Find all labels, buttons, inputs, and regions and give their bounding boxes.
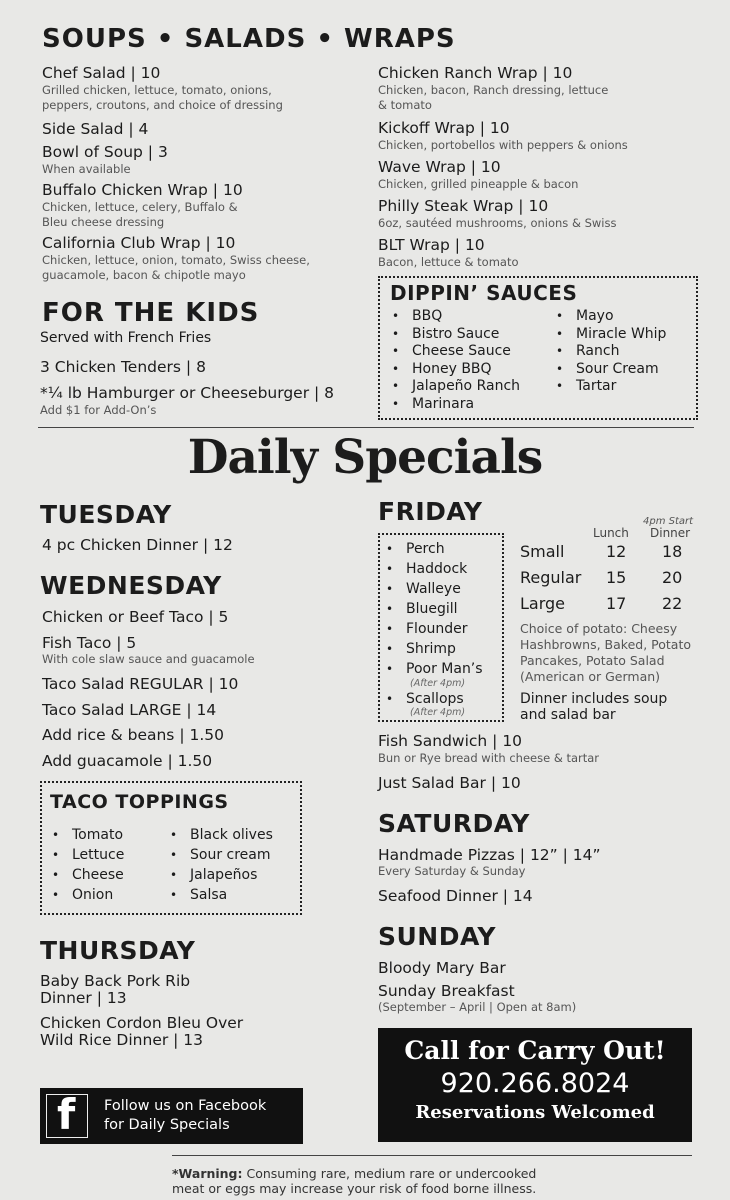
thursday-item [40, 973, 190, 1007]
menu-item-name: Chicken Ranch Wrap | 10 [378, 64, 573, 82]
daily-specials-title: Daily Specials [187, 430, 543, 485]
section-title-soups-salads-wraps: SOUPS • SALADS • WRAPS [42, 24, 456, 54]
saturday-item: Handmade Pizzas | 12” | 14” [378, 846, 601, 864]
dinner-start-note: 4pm Start [643, 516, 694, 527]
menu-item-desc: When available [42, 162, 131, 176]
menu-item-desc: & tomato [378, 98, 432, 112]
potato-line: Choice of potato: Cheesy [520, 621, 678, 636]
menu-item-desc: 6oz, sautéed mushrooms, onions & Swiss [378, 216, 617, 230]
sunday-item: Sunday Breakfast [378, 982, 515, 1000]
lunch-price: 12 [606, 542, 627, 561]
menu-item-desc: guacamole, bacon & chipotle mayo [42, 268, 246, 282]
menu-item [42, 120, 362, 139]
list-item: • Salsa [170, 885, 273, 905]
menu-item-desc: Chicken, lettuce, celery, Buffalo & [42, 200, 238, 214]
thursday-item-line: Chicken Cordon Bleu Over [40, 1014, 244, 1032]
kids-subtitle: Served with French Fries [40, 330, 212, 346]
left-menu-column [42, 64, 362, 283]
fish-item: • Poor Man’s [386, 659, 483, 679]
saturday-item: Seafood Dinner | 14 [378, 887, 533, 905]
menu-item-desc: peppers, croutons, and choice of dressing [42, 98, 283, 112]
menu-item [378, 197, 698, 231]
menu-item-name: Buffalo Chicken Wrap | 10 [42, 181, 243, 199]
fish-sandwich-desc: Bun or Rye bread with cheese & tartar [378, 751, 600, 765]
facebook-text [104, 1097, 266, 1135]
potato-line: Hashbrowns, Baked, Potato [520, 637, 691, 652]
after-4pm-note: (After 4pm) [410, 707, 466, 718]
menu-item-name: BLT Wrap | 10 [378, 236, 485, 254]
dinner-price: 18 [662, 542, 683, 561]
salad-bar: Just Salad Bar | 10 [378, 774, 521, 792]
wednesday-item: Add guacamole | 1.50 [42, 752, 213, 770]
reservations-text: Reservations Welcomed [415, 1102, 655, 1123]
carry-out-banner[interactable] [378, 1028, 692, 1142]
saturday-item-desc: Every Saturday & Sunday [378, 864, 526, 878]
menu-item-name: Bowl of Soup | 3 [42, 143, 168, 161]
potato-line: Pancakes, Potato Salad [520, 653, 665, 668]
menu-item [378, 64, 698, 113]
menu-item [42, 143, 362, 177]
lunch-price: 17 [606, 594, 627, 613]
list-item: • Honey BBQ [392, 361, 520, 379]
menu-item-desc: Chicken, bacon, Ranch dressing, lettuce [378, 83, 609, 97]
thursday-item-line: Dinner | 13 [40, 989, 127, 1007]
saturday-title: SATURDAY [378, 809, 530, 838]
menu-item-name: Kickoff Wrap | 10 [378, 119, 510, 137]
list-item: • Tomato [52, 825, 124, 845]
friday-fish-list-2 [386, 691, 464, 708]
thursday-item [40, 1015, 243, 1049]
list-item: • Cheese Sauce [392, 343, 520, 361]
wednesday-title: WEDNESDAY [40, 571, 222, 600]
phone-number[interactable]: 920.266.8024 [440, 1068, 630, 1099]
menu-item-name: Side Salad | 4 [42, 120, 149, 138]
fish-item: • Haddock [386, 559, 483, 579]
carry-out-title: Call for Carry Out! [404, 1036, 666, 1065]
list-item: • Sour Cream [556, 361, 666, 379]
facebook-line: for Daily Specials [104, 1117, 230, 1133]
kids-item: *¼ lb Hamburger or Cheeseburger | 8 [40, 384, 335, 402]
fish-item: • Shrimp [386, 639, 483, 659]
list-item: • Bistro Sauce [392, 326, 520, 344]
menu-item-desc: Bleu cheese dressing [42, 215, 165, 229]
facebook-icon-glyph: f [57, 1090, 76, 1139]
taco-toppings-box [40, 781, 302, 915]
list-item: • Black olives [170, 825, 273, 845]
menu-item-desc: Chicken, portobellos with peppers & onions [378, 138, 628, 152]
list-item: • BBQ [392, 308, 520, 326]
fish-item: • Flounder [386, 619, 483, 639]
warning-line: meat or eggs may increase your risk of food borne illness. [172, 1181, 537, 1196]
toppings-list-1 [52, 825, 124, 905]
sunday-title: SUNDAY [378, 922, 497, 951]
menu-item-desc: Chicken, grilled pineapple & bacon [378, 177, 579, 191]
potato-line: (American or German) [520, 669, 661, 684]
dippin-sauces-box [378, 276, 698, 420]
sauces-title: DIPPIN’ SAUCES [390, 281, 578, 305]
menu-item-name: Chef Salad | 10 [42, 64, 161, 82]
list-item: • Marinara [392, 396, 520, 414]
divider [38, 427, 694, 428]
dinner-price: 20 [662, 568, 683, 587]
friday-fish-box [378, 533, 504, 722]
facebook-icon [46, 1090, 88, 1139]
menu-item-desc: Bacon, lettuce & tomato [378, 255, 519, 269]
dinner-header: Dinner [650, 526, 691, 540]
section-title-kids: FOR THE KIDS [42, 298, 260, 328]
fish-item: • Walleye [386, 579, 483, 599]
dinner-includes-line: and salad bar [520, 707, 616, 723]
dinner-price: 22 [662, 594, 683, 613]
after-4pm-note: (After 4pm) [410, 678, 466, 689]
tuesday-title: TUESDAY [40, 500, 172, 529]
wednesday-item: Taco Salad REGULAR | 10 [42, 675, 239, 693]
size-label: Small [520, 542, 565, 561]
list-item: • Onion [52, 885, 124, 905]
wednesday-item: Fish Taco | 5 [42, 634, 137, 652]
warning-label: *Warning: [172, 1166, 243, 1181]
list-item: • Mayo [556, 308, 666, 326]
thursday-item-line: Wild Rice Dinner | 13 [40, 1031, 204, 1049]
size-label: Regular [520, 568, 582, 587]
wednesday-item: Taco Salad LARGE | 14 [42, 701, 217, 719]
toppings-list-2 [170, 825, 273, 905]
menu-item [42, 234, 362, 283]
menu-item-name: California Club Wrap | 10 [42, 234, 236, 252]
list-item: • Sour cream [170, 845, 273, 865]
menu-item-desc: Grilled chicken, lettuce, tomato, onions, [42, 83, 272, 97]
lunch-header: Lunch [593, 526, 629, 540]
size-label: Large [520, 594, 566, 613]
thursday-item-line: Baby Back Pork Rib [40, 972, 191, 990]
wednesday-item: Add rice & beans | 1.50 [42, 726, 224, 744]
friday-fish-list [386, 539, 483, 679]
divider [172, 1155, 692, 1156]
tuesday-item: 4 pc Chicken Dinner | 12 [42, 536, 233, 554]
fish-sandwich: Fish Sandwich | 10 [378, 732, 523, 750]
right-menu-column [378, 64, 698, 270]
list-item: • Jalapeños [170, 865, 273, 885]
list-item: • Miracle Whip [556, 326, 666, 344]
list-item: • Tartar [556, 378, 666, 396]
thursday-title: THURSDAY [40, 936, 196, 965]
sunday-item-desc: (September – April | Open at 8am) [378, 1000, 577, 1014]
sunday-item: Bloody Mary Bar [378, 959, 506, 977]
menu-item-name: Wave Wrap | 10 [378, 158, 501, 176]
warning-note [172, 1166, 536, 1196]
wednesday-item: Chicken or Beef Taco | 5 [42, 608, 229, 626]
list-item: • Lettuce [52, 845, 124, 865]
facebook-line: Follow us on Facebook [104, 1098, 267, 1114]
list-item: • Ranch [556, 343, 666, 361]
list-item: • Cheese [52, 865, 124, 885]
menu-item [42, 181, 362, 230]
friday-title: FRIDAY [378, 497, 483, 526]
kids-item: 3 Chicken Tenders | 8 [40, 358, 206, 376]
lunch-price: 15 [606, 568, 627, 587]
sauces-list-1 [392, 308, 520, 413]
kids-item-desc: Add $1 for Add-On’s [40, 403, 157, 417]
dinner-includes-line: Dinner includes soup [520, 691, 668, 707]
fish-item: • Bluegill [386, 599, 483, 619]
menu-item [42, 64, 362, 113]
menu-item [378, 158, 698, 192]
sauces-list-2 [556, 308, 666, 396]
fish-item: • Scallops [386, 691, 464, 708]
warning-line: Consuming rare, medium rare or undercooked [242, 1166, 537, 1181]
menu-item [378, 119, 698, 153]
fish-item: • Perch [386, 539, 483, 559]
list-item: • Jalapeño Ranch [392, 378, 520, 396]
menu-item-desc: Chicken, lettuce, onion, tomato, Swiss cheese, [42, 253, 310, 267]
menu-item [378, 236, 698, 270]
potato-choice [520, 621, 691, 685]
dinner-includes [520, 691, 667, 723]
menu-item-name: Philly Steak Wrap | 10 [378, 197, 549, 215]
toppings-title: TACO TOPPINGS [50, 791, 229, 813]
facebook-banner[interactable] [40, 1088, 303, 1144]
wednesday-item-desc: With cole slaw sauce and guacamole [42, 652, 255, 666]
